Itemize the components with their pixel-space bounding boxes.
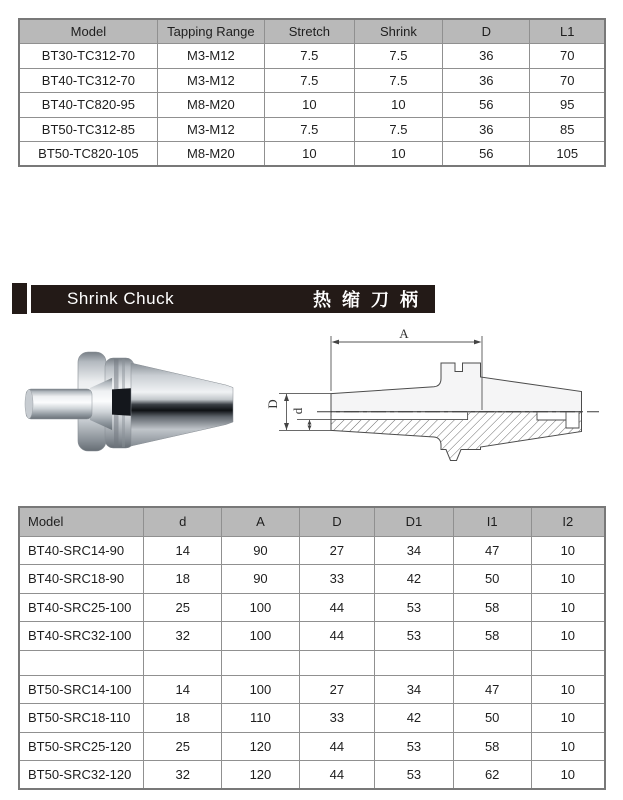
cell-model: BT40-SRC18-90 [19, 565, 144, 594]
col-header-l1: L1 [530, 19, 605, 44]
cell: 90 [222, 536, 299, 565]
cell: 110 [222, 704, 299, 733]
cell-empty [144, 650, 222, 675]
cell-empty [222, 650, 299, 675]
cell: 33 [299, 565, 375, 594]
table-row [19, 44, 605, 69]
cell: 58 [453, 622, 531, 651]
counterbore [537, 412, 566, 420]
cell: 7.5 [354, 68, 442, 93]
spacer-row [19, 650, 605, 675]
cell: 10 [265, 93, 355, 118]
table-row [19, 536, 605, 565]
cell: 100 [222, 675, 299, 704]
cell: 10 [354, 142, 442, 167]
cell-model: BT50-SRC25-120 [19, 732, 144, 761]
cell: 10 [265, 142, 355, 167]
section-banner [31, 285, 435, 313]
dim-label-d-inner: d [290, 407, 305, 415]
cell: 25 [144, 593, 222, 622]
cell-model: BT50-TC312-85 [19, 117, 157, 142]
taper-cone [131, 363, 233, 446]
cell: 58 [453, 732, 531, 761]
cell: 56 [443, 93, 530, 118]
cell: 10 [531, 761, 605, 790]
cell: 42 [375, 565, 454, 594]
cell: 53 [375, 593, 454, 622]
cell: 10 [531, 675, 605, 704]
cell-model: BT40-SRC25-100 [19, 593, 144, 622]
table-row [19, 704, 605, 733]
cell: M3-M12 [157, 68, 264, 93]
table-row [19, 93, 605, 118]
tapping-chuck-spec-table [18, 18, 606, 167]
cell: 7.5 [265, 117, 355, 142]
cell-model: BT40-SRC32-100 [19, 622, 144, 651]
cell-model: BT50-TC820-105 [19, 142, 157, 167]
dim-label-a: A [399, 326, 409, 341]
cell: 7.5 [265, 68, 355, 93]
col-header-d1: D1 [375, 507, 454, 536]
cell: M8-M20 [157, 93, 264, 118]
cell: 32 [144, 761, 222, 790]
cell: 58 [453, 593, 531, 622]
cell: 10 [531, 536, 605, 565]
cell-empty [375, 650, 454, 675]
cell: 120 [222, 761, 299, 790]
cell: 100 [222, 622, 299, 651]
cell-model: BT40-SRC14-90 [19, 536, 144, 565]
table-row [19, 675, 605, 704]
banner-accent-square [12, 283, 27, 314]
cell-model: BT50-SRC18-110 [19, 704, 144, 733]
cell-empty [19, 650, 144, 675]
cell: 105 [530, 142, 605, 167]
col-header-shrink: Shrink [354, 19, 442, 44]
col-header-i1: I1 [453, 507, 531, 536]
cell: 70 [530, 44, 605, 69]
cell-empty [299, 650, 375, 675]
col-header-stretch: Stretch [265, 19, 355, 44]
col-header-tapping-range: Tapping Range [157, 19, 264, 44]
product-photo [15, 345, 240, 485]
table-header-row [19, 19, 605, 44]
cell: 18 [144, 704, 222, 733]
toolholder-photo [25, 352, 233, 451]
cell-empty [453, 650, 531, 675]
section-title-zh: 热缩刀柄 [313, 290, 429, 311]
cell: 7.5 [265, 44, 355, 69]
cell: 42 [375, 704, 454, 733]
cell: 10 [531, 704, 605, 733]
section-view [317, 363, 599, 461]
table-header-row [19, 507, 605, 536]
cell: 18 [144, 565, 222, 594]
bore-hole [332, 412, 468, 419]
cell: 36 [443, 44, 530, 69]
cell: 47 [453, 675, 531, 704]
cell: 95 [530, 93, 605, 118]
cell: 33 [299, 704, 375, 733]
cell: 53 [375, 732, 454, 761]
cell: 10 [531, 622, 605, 651]
cell: M3-M12 [157, 44, 264, 69]
col-header-a: A [222, 507, 299, 536]
cell-model: BT30-TC312-70 [19, 44, 157, 69]
cell: 10 [531, 593, 605, 622]
table-row [19, 68, 605, 93]
cell: 27 [299, 675, 375, 704]
table-row [19, 593, 605, 622]
col-header-i2: I2 [531, 507, 605, 536]
cell: 44 [299, 761, 375, 790]
cell: 14 [144, 675, 222, 704]
col-header-model: Model [19, 19, 157, 44]
cell: 90 [222, 565, 299, 594]
table-row [19, 732, 605, 761]
thread-slot [566, 412, 579, 428]
table-row [19, 622, 605, 651]
cell: 27 [299, 536, 375, 565]
cell: 32 [144, 622, 222, 651]
cell: 53 [375, 761, 454, 790]
cell: 70 [530, 68, 605, 93]
cell-model: BT50-SRC32-120 [19, 761, 144, 790]
table-row [19, 565, 605, 594]
cell: 34 [375, 675, 454, 704]
dim-label-d-outer: D [265, 399, 280, 409]
cell: 62 [453, 761, 531, 790]
cell: 10 [531, 732, 605, 761]
cell: 44 [299, 622, 375, 651]
cell-model: BT40-TC820-95 [19, 93, 157, 118]
cell-model: BT50-SRC14-100 [19, 675, 144, 704]
cell: M3-M12 [157, 117, 264, 142]
col-header-d: D [443, 19, 530, 44]
cell: 36 [443, 117, 530, 142]
cell: 14 [144, 536, 222, 565]
cell: 36 [443, 68, 530, 93]
nose-end-cap [25, 390, 33, 419]
table-row [19, 761, 605, 790]
shrink-chuck-spec-table [18, 506, 606, 790]
cell: 120 [222, 732, 299, 761]
cell: 50 [453, 704, 531, 733]
cell-model: BT40-TC312-70 [19, 68, 157, 93]
cell: 50 [453, 565, 531, 594]
cell: 7.5 [354, 117, 442, 142]
table-row [19, 142, 605, 167]
col-header-model: Model [19, 507, 144, 536]
col-header-dd: D [299, 507, 375, 536]
table-row [19, 117, 605, 142]
cell: 44 [299, 732, 375, 761]
cell: 53 [375, 622, 454, 651]
technical-drawing [263, 326, 610, 475]
cell: 47 [453, 536, 531, 565]
body-upper-outline [331, 363, 582, 412]
cell: 100 [222, 593, 299, 622]
col-header-d: d [144, 507, 222, 536]
cell: 34 [375, 536, 454, 565]
cell: 56 [443, 142, 530, 167]
cell: M8-M20 [157, 142, 264, 167]
cell: 10 [531, 565, 605, 594]
section-title-en: Shrink Chuck [67, 289, 175, 308]
shrink-nose [26, 389, 92, 419]
cell: 7.5 [354, 44, 442, 69]
cell-empty [531, 650, 605, 675]
cell: 44 [299, 593, 375, 622]
cell: 10 [354, 93, 442, 118]
cell: 25 [144, 732, 222, 761]
cell: 85 [530, 117, 605, 142]
